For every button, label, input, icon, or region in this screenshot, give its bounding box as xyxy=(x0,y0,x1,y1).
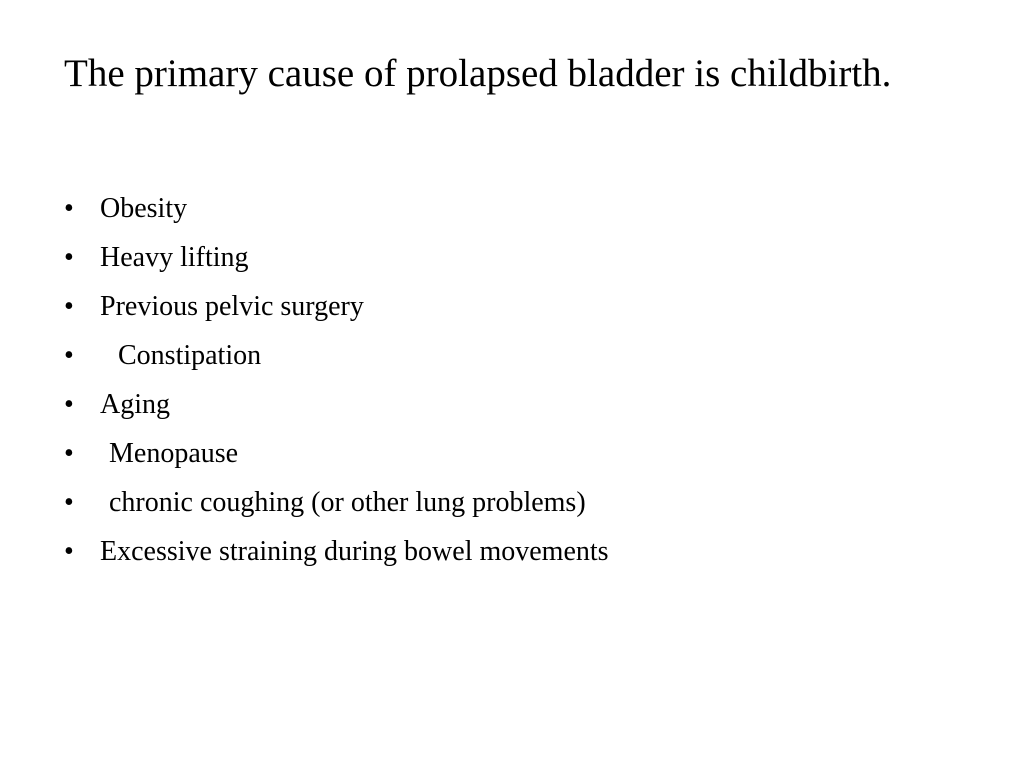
bullet-icon: • xyxy=(64,340,74,371)
bullet-text: chronic coughing (or other lung problems) xyxy=(109,487,586,518)
bullet-icon: • xyxy=(64,536,74,567)
bullet-text: Heavy lifting xyxy=(100,242,249,273)
bullet-text: Previous pelvic surgery xyxy=(100,291,364,322)
bullet-text: Menopause xyxy=(109,438,239,469)
bullet-text: Excessive straining during bowel movements xyxy=(100,536,609,567)
bullet-icon: • xyxy=(64,438,74,469)
bullet-icon: • xyxy=(64,291,74,322)
bullet-icon: • xyxy=(64,487,74,518)
bullet-icon: • xyxy=(64,242,74,273)
bullet-text: Obesity xyxy=(100,193,188,224)
bullet-icon: • xyxy=(64,193,74,224)
bullet-text: Constipation xyxy=(118,340,262,371)
bullet-text: Aging xyxy=(100,389,170,420)
slide-title: The primary cause of prolapsed bladder is childbirth. xyxy=(64,52,892,95)
bullet-icon: • xyxy=(64,389,74,420)
